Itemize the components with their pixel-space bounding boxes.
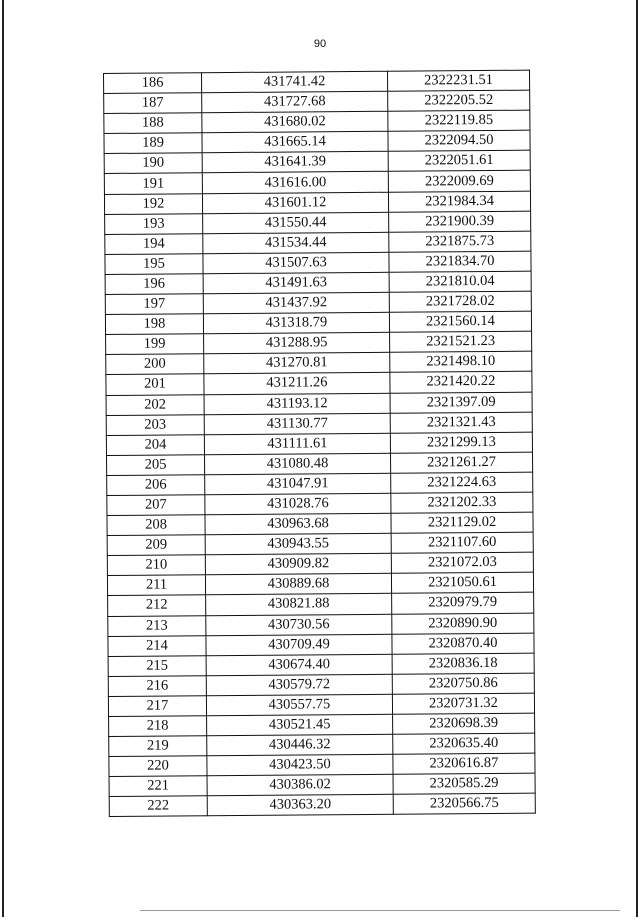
point-number-cell: 213 xyxy=(108,615,206,636)
y-coordinate-cell: 2321420.22 xyxy=(390,372,532,393)
x-coordinate-cell: 430521.45 xyxy=(207,714,393,736)
point-number-cell: 193 xyxy=(105,213,203,234)
table-row xyxy=(108,593,534,616)
x-coordinate-cell: 430943.55 xyxy=(205,533,391,555)
y-coordinate-cell: 2320616.87 xyxy=(393,753,535,774)
x-coordinate-cell: 431193.12 xyxy=(204,393,390,415)
x-coordinate-cell: 431318.79 xyxy=(203,312,389,334)
point-number-cell: 201 xyxy=(106,374,204,395)
table-body xyxy=(104,70,536,817)
point-number-cell: 187 xyxy=(104,93,202,114)
table-row xyxy=(104,191,530,214)
x-coordinate-cell: 431270.81 xyxy=(204,353,390,375)
table-row xyxy=(109,733,535,756)
x-coordinate-cell: 431534.44 xyxy=(203,232,389,254)
y-coordinate-cell: 2320979.79 xyxy=(392,593,534,614)
y-coordinate-cell: 2321321.43 xyxy=(390,412,532,433)
point-number-cell: 194 xyxy=(105,233,203,254)
y-coordinate-cell: 2320566.75 xyxy=(393,794,535,815)
x-coordinate-cell: 431727.68 xyxy=(202,91,388,113)
x-coordinate-cell: 431080.48 xyxy=(204,453,390,475)
coordinate-table xyxy=(103,70,536,818)
table-row xyxy=(105,231,531,254)
x-coordinate-cell: 431741.42 xyxy=(202,71,388,93)
x-coordinate-cell: 430386.02 xyxy=(207,775,393,797)
table-row xyxy=(107,452,533,475)
page-number: 90 xyxy=(313,38,327,50)
table-row xyxy=(108,693,534,716)
x-coordinate-cell: 431601.12 xyxy=(202,192,388,214)
y-coordinate-cell: 2321498.10 xyxy=(390,351,532,372)
x-coordinate-cell: 431211.26 xyxy=(204,373,390,395)
x-coordinate-cell: 430889.68 xyxy=(205,574,391,596)
y-coordinate-cell: 2321202.33 xyxy=(391,492,533,513)
table-row xyxy=(104,110,530,133)
y-coordinate-cell: 2321875.73 xyxy=(389,231,531,252)
y-coordinate-cell: 2321107.60 xyxy=(391,532,533,553)
point-number-cell: 221 xyxy=(109,776,207,797)
x-coordinate-cell: 431437.92 xyxy=(203,292,389,314)
x-coordinate-cell: 431047.91 xyxy=(205,473,391,495)
table-row xyxy=(104,151,530,174)
x-coordinate-cell: 430423.50 xyxy=(207,754,393,776)
table-row xyxy=(106,372,532,395)
x-coordinate-cell: 430963.68 xyxy=(205,513,391,535)
point-number-cell: 198 xyxy=(105,314,203,335)
y-coordinate-cell: 2321072.03 xyxy=(391,552,533,573)
point-number-cell: 214 xyxy=(108,635,206,656)
point-number-cell: 215 xyxy=(108,655,206,676)
y-coordinate-cell: 2322205.52 xyxy=(388,90,530,111)
y-coordinate-cell: 2322051.61 xyxy=(388,151,530,172)
point-number-cell: 208 xyxy=(107,515,205,536)
table-row xyxy=(104,171,530,194)
table-row xyxy=(109,773,535,796)
x-coordinate-cell: 431288.95 xyxy=(204,332,390,354)
point-number-cell: 189 xyxy=(104,133,202,154)
y-coordinate-cell: 2321728.02 xyxy=(389,291,531,312)
point-number-cell: 199 xyxy=(106,334,204,355)
x-coordinate-cell: 431130.77 xyxy=(204,413,390,435)
y-coordinate-cell: 2321560.14 xyxy=(389,311,531,332)
y-coordinate-cell: 2320635.40 xyxy=(393,733,535,754)
table-row xyxy=(104,130,530,153)
point-number-cell: 188 xyxy=(104,113,202,134)
y-coordinate-cell: 2321900.39 xyxy=(389,211,531,232)
table-row xyxy=(107,532,533,555)
point-number-cell: 205 xyxy=(107,454,205,475)
point-number-cell: 197 xyxy=(105,294,203,315)
bottom-rule xyxy=(140,910,620,911)
point-number-cell: 210 xyxy=(107,555,205,576)
scan-edge-right xyxy=(636,0,638,917)
table-row xyxy=(105,251,531,274)
x-coordinate-cell: 430821.88 xyxy=(206,594,392,616)
point-number-cell: 202 xyxy=(106,394,204,415)
y-coordinate-cell: 2320890.90 xyxy=(392,613,534,634)
point-number-cell: 200 xyxy=(106,354,204,375)
x-coordinate-cell: 431641.39 xyxy=(202,152,388,174)
y-coordinate-cell: 2321397.09 xyxy=(390,392,532,413)
table-row xyxy=(106,331,532,354)
y-coordinate-cell: 2320698.39 xyxy=(393,713,535,734)
y-coordinate-cell: 2320750.86 xyxy=(392,673,534,694)
x-coordinate-cell: 430363.20 xyxy=(207,795,393,817)
y-coordinate-cell: 2320585.29 xyxy=(393,773,535,794)
y-coordinate-cell: 2321834.70 xyxy=(389,251,531,272)
table-row xyxy=(104,70,530,93)
table-row xyxy=(107,492,533,515)
point-number-cell: 222 xyxy=(109,796,207,817)
x-coordinate-cell: 431028.76 xyxy=(205,493,391,515)
y-coordinate-cell: 2322009.69 xyxy=(388,171,530,192)
y-coordinate-cell: 2322231.51 xyxy=(387,70,529,91)
x-coordinate-cell: 431507.63 xyxy=(203,252,389,274)
table-row xyxy=(106,432,532,455)
x-coordinate-cell: 431550.44 xyxy=(203,212,389,234)
x-coordinate-cell: 430674.40 xyxy=(206,654,392,676)
y-coordinate-cell: 2321224.63 xyxy=(391,472,533,493)
table-row xyxy=(109,713,535,736)
x-coordinate-cell: 430557.75 xyxy=(206,694,392,716)
point-number-cell: 220 xyxy=(109,756,207,777)
table-row xyxy=(106,392,532,415)
x-coordinate-cell: 430446.32 xyxy=(207,734,393,756)
table-row xyxy=(108,653,534,676)
x-coordinate-cell: 430730.56 xyxy=(206,614,392,636)
table-row xyxy=(106,412,532,435)
table-row xyxy=(108,613,534,636)
point-number-cell: 212 xyxy=(108,595,206,616)
y-coordinate-cell: 2320870.40 xyxy=(392,633,534,654)
point-number-cell: 218 xyxy=(109,716,207,737)
y-coordinate-cell: 2320731.32 xyxy=(392,693,534,714)
point-number-cell: 195 xyxy=(105,254,203,275)
table-row xyxy=(104,90,530,113)
point-number-cell: 204 xyxy=(106,434,204,455)
y-coordinate-cell: 2321050.61 xyxy=(391,572,533,593)
point-number-cell: 209 xyxy=(107,535,205,556)
y-coordinate-cell: 2322119.85 xyxy=(388,110,530,131)
x-coordinate-cell: 431111.61 xyxy=(204,433,390,455)
y-coordinate-cell: 2322094.50 xyxy=(388,130,530,151)
table-row xyxy=(107,572,533,595)
table-row xyxy=(107,512,533,535)
y-coordinate-cell: 2321984.34 xyxy=(388,191,530,212)
point-number-cell: 190 xyxy=(104,153,202,174)
point-number-cell: 206 xyxy=(107,475,205,496)
x-coordinate-cell: 431680.02 xyxy=(202,111,388,133)
y-coordinate-cell: 2321810.04 xyxy=(389,271,531,292)
table-row xyxy=(107,552,533,575)
x-coordinate-cell: 430579.72 xyxy=(206,674,392,696)
point-number-cell: 219 xyxy=(109,736,207,757)
point-number-cell: 217 xyxy=(108,696,206,717)
y-coordinate-cell: 2321129.02 xyxy=(391,512,533,533)
point-number-cell: 211 xyxy=(107,575,205,596)
point-number-cell: 196 xyxy=(105,274,203,295)
table-row xyxy=(108,633,534,656)
x-coordinate-cell: 430709.49 xyxy=(206,634,392,656)
point-number-cell: 191 xyxy=(104,173,202,194)
table-row xyxy=(109,753,535,776)
table-row xyxy=(107,472,533,495)
point-number-cell: 186 xyxy=(104,73,202,94)
point-number-cell: 203 xyxy=(106,414,204,435)
x-coordinate-cell: 431665.14 xyxy=(202,132,388,154)
table-row xyxy=(106,351,532,374)
scan-edge-left xyxy=(2,0,4,917)
table-row xyxy=(105,291,531,314)
y-coordinate-cell: 2321299.13 xyxy=(390,432,532,453)
y-coordinate-cell: 2320836.18 xyxy=(392,653,534,674)
x-coordinate-cell: 431616.00 xyxy=(202,172,388,194)
point-number-cell: 207 xyxy=(107,495,205,516)
x-coordinate-cell: 430909.82 xyxy=(205,554,391,576)
table-row xyxy=(109,794,535,817)
point-number-cell: 216 xyxy=(108,676,206,697)
table-row xyxy=(108,673,534,696)
x-coordinate-cell: 431491.63 xyxy=(203,272,389,294)
y-coordinate-cell: 2321261.27 xyxy=(390,452,532,473)
table-row xyxy=(105,311,531,334)
point-number-cell: 192 xyxy=(104,193,202,214)
table-row xyxy=(105,271,531,294)
table-row xyxy=(105,211,531,234)
y-coordinate-cell: 2321521.23 xyxy=(390,331,532,352)
